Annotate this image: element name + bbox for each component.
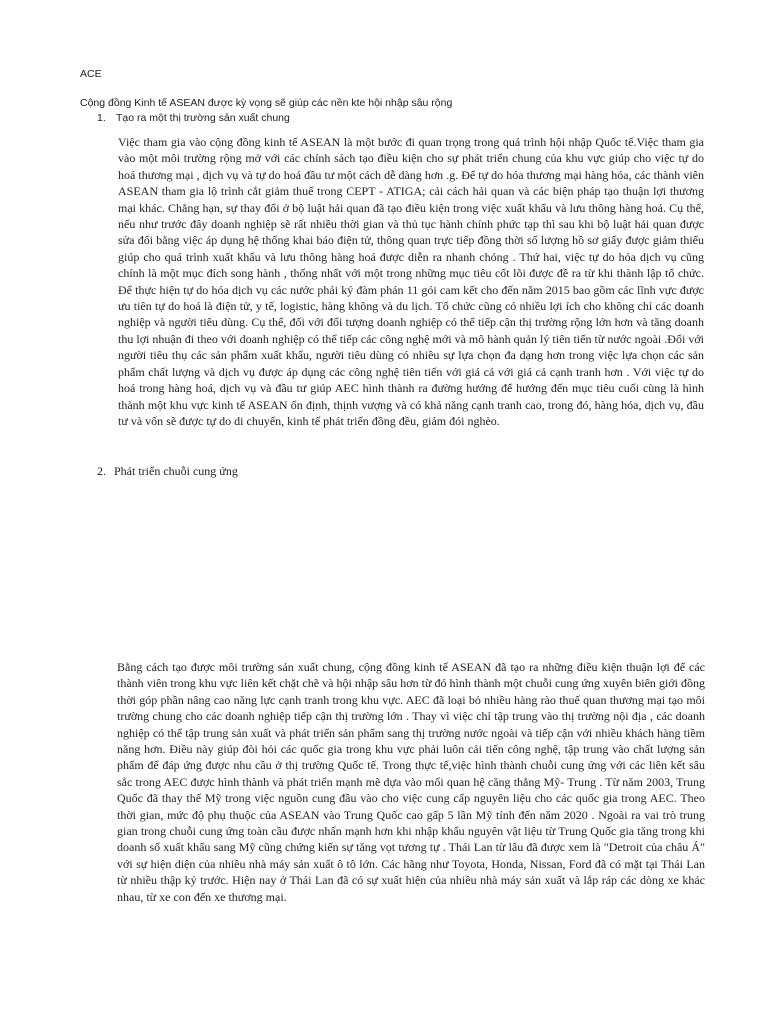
section-2-heading-text: Phát triển chuỗi cung ứng (114, 464, 238, 478)
section-2-number: 2. (97, 464, 106, 478)
section-2-heading (97, 464, 238, 479)
section-2-paragraph: Bằng cách tạo được môi trường sản xuất chung, cộng đồng kinh tế ASEAN đã tạo ra những điều kiện thuận lợi để các thành viên trong khu vực liên kết chặt chẽ và hội nhập sâu hơn từ đó hình thành một chuỗi cung ứng xuyên biên giới đồng thời góp phần nâng cao năng lực cạnh tranh trong khu vực. AEC đã loại bỏ nhiều hàng rào thuế quan thương mại tạo môi trường chung cho các doanh nghiệp tiếp cận thị trường lớn . Thay vì việc chỉ tập trung vào thị trường nội địa , các doanh nghiệp có thể tập trung sản xuất và phát triển sản phẩm sang thị trường nước ngoài và tiếp cận với nhiều khách hàng tiềm năng hơn. Điều này giúp đòi hỏi các quốc gia trong khu vực phải luôn cải tiến công nghệ, tập trung vào chất lượng sản phẩm để đáp ứng được nhu cầu ở thị trường Quốc tế. Trong thực tế,việc hình thành chuỗi cung ứng với các liên kết sâu sắc trong AEC được hình thành và phát triển mạnh mẽ dựa vào mối quan hệ căng thẳng Mỹ- Trung . Từ năm 2003, Trung Quốc đã thay thế Mỹ trong việc nguồn cung đầu vào cho việc cung cấp nguyên liệu cho các quốc gia trong AEC. Theo thời gian, mức độ phụ thuộc của ASEAN vào Trung Quốc cao gấp 5 lần Mỹ tính đến năm 2020 . Ngoài ra vai trò trung gian trong chuỗi cung ứng toàn cầu được nhấn mạnh hơn khi nhập khẩu nguyên vật liệu từ Trung Quốc gia tăng trong khi doanh số xuất khẩu sang Mỹ cũng chứng kiến sự tăng vọt tương tự . Thái Lan từ lâu đã được xem là "Detroit của châu Á" với sự hiện diện của nhiều nhà máy sản xuất ô tô lớn. Các hãng như Toyota, Honda, Nissan, Ford đã có mặt tại Thái Lan từ nhiều thập kỷ trước. Hiện nay ở Thái Lan đã có sự xuất hiện của nhiều nhà máy sản xuất và lắp ráp các dòng xe khác nhau, từ xe con đến xe thương mại. (117, 660, 705, 904)
section-1-heading-text: Tạo ra một thị trường sản xuất chung (116, 112, 290, 124)
section-1-paragraph: Việc tham gia vào cộng đồng kinh tế ASEAN là một bước đi quan trọng trong quá trình hội nhập Quốc tế.Việc tham gia vào một môi trường rộng mở với các chính sách tạo điều kiện cho sự phát triển chung của khu vực giúp cho việc tự do hoá thương mại , dịch vụ và tự do hoá đầu tư một cách dễ dàng hơn .g. Để tự do hóa thương mại hàng hóa, các thành viên ASEAN tham gia lộ trình cắt giảm thuế trong CEPT - ATIGA; cải cách hải quan và các biện pháp tạo thuận lợi thương mại khác. Chẳng hạn, sự thay đổi ở bộ luật hải quan đã tạo điều kiện trong việc xuất khẩu và lưu thông hàng hoá. Cụ thể, nếu như trước đây doanh nghiệp sẽ rất nhiều thời gian và thủ tục hành chính phức tạp thì sau khi bộ luật hải quan được sửa đổi bằng việc áp dụng hệ thống khai báo điện tử, thông quan trực tiếp đồng thời số lượng hồ sơ giấy được giảm thiểu giúp cho quá trình xuất khẩu và lưu thông hàng hoá được diễn ra nhanh chóng . Thứ hai, việc tự do hóa dịch vụ cũng chính là một mục đích song hành , thống nhất với một trong những mục tiêu cốt lõi được đề ra từ khi thành lập tổ chức. Để thực hiện tự do hóa dịch vụ các nước phải ký đàm phán 11 gói cam kết cho đến năm 2015 bao gồm các lĩnh vực được ưu tiên tự do hoá là điện tử, y tế, logistic, hàng không và du lịch. Tổ chức cũng có nhiều lợi ích cho không chỉ các doanh nghiệp và người tiêu dùng. Cụ thể, đối với đối tượng doanh nghiệp có thể tiếp cận thị trường rộng lớn hơn và tăng doanh thu lợi nhuận đi theo với doanh nghiệp có thể tiếp các công nghệ mới và mô hành quản lý tiên tiến từ nước ngoài .Đối với người tiêu thụ các sản phẩm xuất khẩu, người tiêu dùng có nhiều sự lựa chọn đa dạng hơn trong việc lựa chọn các sản phẩm chất lượng và dịch vụ được áp dụng các công nghệ tiên tiến với giá cả với giá cả cạnh tranh hơn . Với việc tự do hoá trong hàng hoá, dịch vụ và đầu tư giúp AEC hình thành ra đường hướng để hướng đến mục tiêu cuối cùng là hình thành một khu vực kinh tế ASEAN ổn định, thịnh vượng và có khả năng cạnh tranh cao, trong đó, hàng hóa, dịch vụ, đầu tư và vốn sẽ được tự do di chuyển, kinh tế phát triển đồng đều, giảm đói nghèo. (118, 135, 704, 428)
section-1-number: 1. (97, 112, 106, 124)
document-title: ACE (80, 68, 102, 80)
section-1-heading (97, 112, 290, 124)
document-subtitle: Cộng đồng Kinh tế ASEAN được kỳ vọng sẽ giúp các nền kte hội nhập sâu rộng (80, 97, 453, 109)
